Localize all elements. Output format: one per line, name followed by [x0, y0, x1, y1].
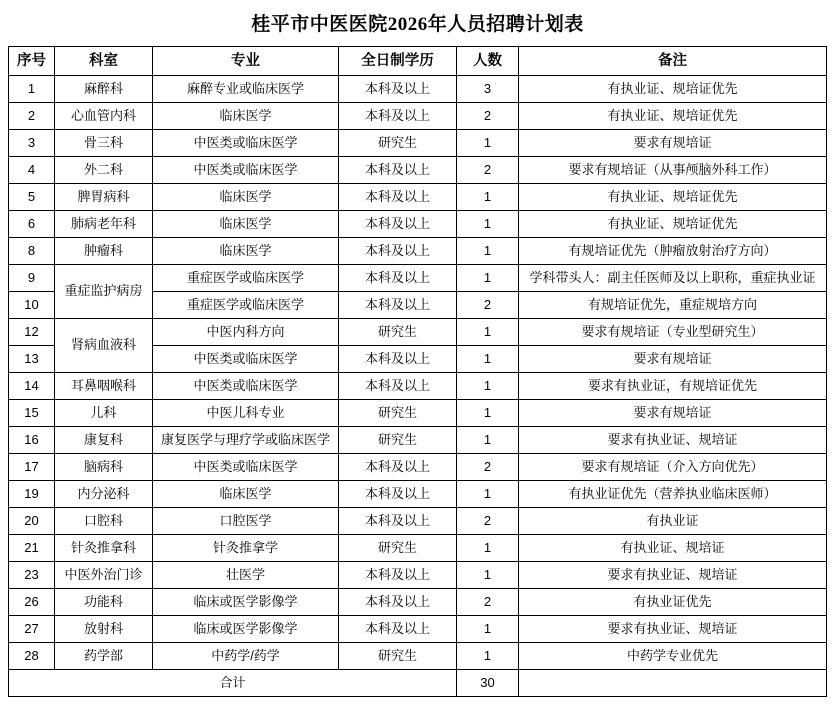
- column-header-remark: 备注: [519, 47, 827, 76]
- cell-edu: 本科及以上: [339, 211, 457, 238]
- cell-dept: 放射科: [55, 616, 153, 643]
- cell-count: 1: [457, 535, 519, 562]
- table-row: [9, 454, 827, 481]
- cell-no: 15: [9, 400, 55, 427]
- table-row: [9, 373, 827, 400]
- cell-count: 2: [457, 508, 519, 535]
- cell-major: 中药学/药学: [153, 643, 339, 670]
- cell-dept: 外二科: [55, 157, 153, 184]
- cell-major: 麻醉专业或临床医学: [153, 76, 339, 103]
- cell-no: 27: [9, 616, 55, 643]
- table-row: [9, 265, 827, 292]
- cell-dept: 针灸推拿科: [55, 535, 153, 562]
- cell-major: 临床医学: [153, 184, 339, 211]
- cell-dept: 脑病科: [55, 454, 153, 481]
- column-header-edu: 全日制学历: [339, 47, 457, 76]
- cell-no: 19: [9, 481, 55, 508]
- cell-edu: 研究生: [339, 130, 457, 157]
- cell-count: 1: [457, 562, 519, 589]
- table-row: [9, 103, 827, 130]
- cell-count: 1: [457, 481, 519, 508]
- cell-count: 1: [457, 238, 519, 265]
- cell-count: 1: [457, 427, 519, 454]
- cell-major: 针灸推拿学: [153, 535, 339, 562]
- cell-dept: 脾胃病科: [55, 184, 153, 211]
- total-remark: [519, 670, 827, 697]
- cell-count: 2: [457, 157, 519, 184]
- table-row: [9, 157, 827, 184]
- cell-no: 12: [9, 319, 55, 346]
- cell-count: 1: [457, 184, 519, 211]
- cell-count: 1: [457, 130, 519, 157]
- cell-edu: 研究生: [339, 319, 457, 346]
- table-row: [9, 400, 827, 427]
- cell-edu: 本科及以上: [339, 292, 457, 319]
- cell-edu: 本科及以上: [339, 157, 457, 184]
- cell-count: 1: [457, 319, 519, 346]
- cell-dept: 中医外治门诊: [55, 562, 153, 589]
- cell-count: 1: [457, 373, 519, 400]
- table-row: [9, 535, 827, 562]
- cell-dept: 功能科: [55, 589, 153, 616]
- cell-remark: 要求有规培证（介入方向优先）: [519, 454, 827, 481]
- table-row: [9, 76, 827, 103]
- cell-dept: 肿瘤科: [55, 238, 153, 265]
- cell-remark: 要求有执业证、规培证: [519, 427, 827, 454]
- cell-dept: 儿科: [55, 400, 153, 427]
- cell-major: 中医类或临床医学: [153, 373, 339, 400]
- total-label: 合计: [9, 670, 457, 697]
- cell-remark: 有执业证优先: [519, 589, 827, 616]
- table-row: [9, 184, 827, 211]
- table-footer: [9, 670, 827, 697]
- cell-edu: 本科及以上: [339, 454, 457, 481]
- cell-no: 26: [9, 589, 55, 616]
- cell-edu: 本科及以上: [339, 589, 457, 616]
- cell-count: 1: [457, 400, 519, 427]
- cell-no: 17: [9, 454, 55, 481]
- cell-remark: 要求有执业证、规培证: [519, 562, 827, 589]
- cell-major: 临床或医学影像学: [153, 589, 339, 616]
- cell-count: 1: [457, 211, 519, 238]
- cell-dept: 麻醉科: [55, 76, 153, 103]
- cell-major: 口腔医学: [153, 508, 339, 535]
- cell-major: 重症医学或临床医学: [153, 265, 339, 292]
- cell-remark: 有执业证、规培证优先: [519, 76, 827, 103]
- cell-remark: 有执业证、规培证: [519, 535, 827, 562]
- cell-remark: 有规培证优先，重症规培方向: [519, 292, 827, 319]
- table-row: [9, 481, 827, 508]
- cell-dept: 药学部: [55, 643, 153, 670]
- cell-count: 2: [457, 454, 519, 481]
- cell-remark: 要求有执业证，有规培证优先: [519, 373, 827, 400]
- cell-dept: 内分泌科: [55, 481, 153, 508]
- cell-edu: 本科及以上: [339, 481, 457, 508]
- cell-no: 13: [9, 346, 55, 373]
- cell-major: 临床医学: [153, 103, 339, 130]
- cell-major: 康复医学与理疗学或临床医学: [153, 427, 339, 454]
- cell-no: 5: [9, 184, 55, 211]
- cell-remark: 要求有规培证: [519, 130, 827, 157]
- cell-no: 23: [9, 562, 55, 589]
- cell-edu: 本科及以上: [339, 238, 457, 265]
- cell-dept: 肾病血液科: [55, 319, 153, 373]
- total-row: [9, 670, 827, 697]
- cell-major: 中医类或临床医学: [153, 157, 339, 184]
- table-body: [9, 76, 827, 670]
- cell-no: 3: [9, 130, 55, 157]
- cell-count: 2: [457, 292, 519, 319]
- cell-no: 8: [9, 238, 55, 265]
- table-row: [9, 319, 827, 346]
- cell-dept: 口腔科: [55, 508, 153, 535]
- cell-major: 临床医学: [153, 238, 339, 265]
- table-row: [9, 427, 827, 454]
- table-row: [9, 238, 827, 265]
- total-count: 30: [457, 670, 519, 697]
- cell-edu: 本科及以上: [339, 76, 457, 103]
- cell-remark: 有执业证: [519, 508, 827, 535]
- cell-dept: 耳鼻咽喉科: [55, 373, 153, 400]
- column-header-major: 专业: [153, 47, 339, 76]
- cell-no: 6: [9, 211, 55, 238]
- cell-count: 1: [457, 346, 519, 373]
- cell-count: 2: [457, 589, 519, 616]
- cell-major: 中医类或临床医学: [153, 346, 339, 373]
- cell-remark: 要求有执业证、规培证: [519, 616, 827, 643]
- cell-dept: 重症监护病房: [55, 265, 153, 319]
- cell-edu: 本科及以上: [339, 103, 457, 130]
- cell-count: 3: [457, 76, 519, 103]
- cell-no: 9: [9, 265, 55, 292]
- table-row: [9, 130, 827, 157]
- cell-major: 临床医学: [153, 481, 339, 508]
- cell-remark: 有执业证、规培证优先: [519, 211, 827, 238]
- column-header-dept: 科室: [55, 47, 153, 76]
- table-row: [9, 562, 827, 589]
- table-row: [9, 508, 827, 535]
- cell-dept: 骨三科: [55, 130, 153, 157]
- column-header-count: 人数: [457, 47, 519, 76]
- cell-major: 中医类或临床医学: [153, 130, 339, 157]
- cell-count: 2: [457, 103, 519, 130]
- table-row: [9, 211, 827, 238]
- cell-remark: 有规培证优先（肿瘤放射治疗方向）: [519, 238, 827, 265]
- cell-no: 21: [9, 535, 55, 562]
- cell-no: 28: [9, 643, 55, 670]
- cell-no: 16: [9, 427, 55, 454]
- column-header-no: 序号: [9, 47, 55, 76]
- cell-remark: 学科带头人：副主任医师及以上职称，重症执业证: [519, 265, 827, 292]
- cell-edu: 本科及以上: [339, 508, 457, 535]
- cell-remark: 要求有规培证: [519, 346, 827, 373]
- cell-edu: 研究生: [339, 400, 457, 427]
- cell-major: 中医内科方向: [153, 319, 339, 346]
- table-row: [9, 589, 827, 616]
- cell-no: 4: [9, 157, 55, 184]
- table-row: [9, 616, 827, 643]
- cell-edu: 本科及以上: [339, 562, 457, 589]
- cell-dept: 康复科: [55, 427, 153, 454]
- cell-remark: 要求有规培证: [519, 400, 827, 427]
- cell-edu: 本科及以上: [339, 346, 457, 373]
- cell-remark: 有执业证、规培证优先: [519, 103, 827, 130]
- page-title: 桂平市中医医院2026年人员招聘计划表: [251, 14, 584, 35]
- cell-no: 10: [9, 292, 55, 319]
- cell-major: 重症医学或临床医学: [153, 292, 339, 319]
- cell-edu: 本科及以上: [339, 373, 457, 400]
- cell-edu: 研究生: [339, 535, 457, 562]
- cell-major: 中医儿科专业: [153, 400, 339, 427]
- recruitment-plan-table: [8, 46, 827, 697]
- cell-no: 14: [9, 373, 55, 400]
- cell-major: 中医类或临床医学: [153, 454, 339, 481]
- cell-major: 壮医学: [153, 562, 339, 589]
- cell-edu: 研究生: [339, 427, 457, 454]
- cell-no: 2: [9, 103, 55, 130]
- cell-edu: 本科及以上: [339, 184, 457, 211]
- cell-edu: 本科及以上: [339, 616, 457, 643]
- cell-remark: 要求有规培证（从事颅脑外科工作）: [519, 157, 827, 184]
- cell-dept: 肺病老年科: [55, 211, 153, 238]
- cell-edu: 研究生: [339, 643, 457, 670]
- cell-no: 1: [9, 76, 55, 103]
- cell-edu: 本科及以上: [339, 265, 457, 292]
- cell-remark: 有执业证、规培证优先: [519, 184, 827, 211]
- table-row: [9, 643, 827, 670]
- cell-major: 临床医学: [153, 211, 339, 238]
- cell-remark: 有执业证优先（营养执业临床医师）: [519, 481, 827, 508]
- cell-count: 1: [457, 616, 519, 643]
- cell-count: 1: [457, 265, 519, 292]
- table-header: [9, 47, 827, 76]
- cell-count: 1: [457, 643, 519, 670]
- cell-remark: 要求有规培证（专业型研究生）: [519, 319, 827, 346]
- cell-dept: 心血管内科: [55, 103, 153, 130]
- cell-no: 20: [9, 508, 55, 535]
- cell-remark: 中药学专业优先: [519, 643, 827, 670]
- table-header-row: [9, 47, 827, 76]
- cell-major: 临床或医学影像学: [153, 616, 339, 643]
